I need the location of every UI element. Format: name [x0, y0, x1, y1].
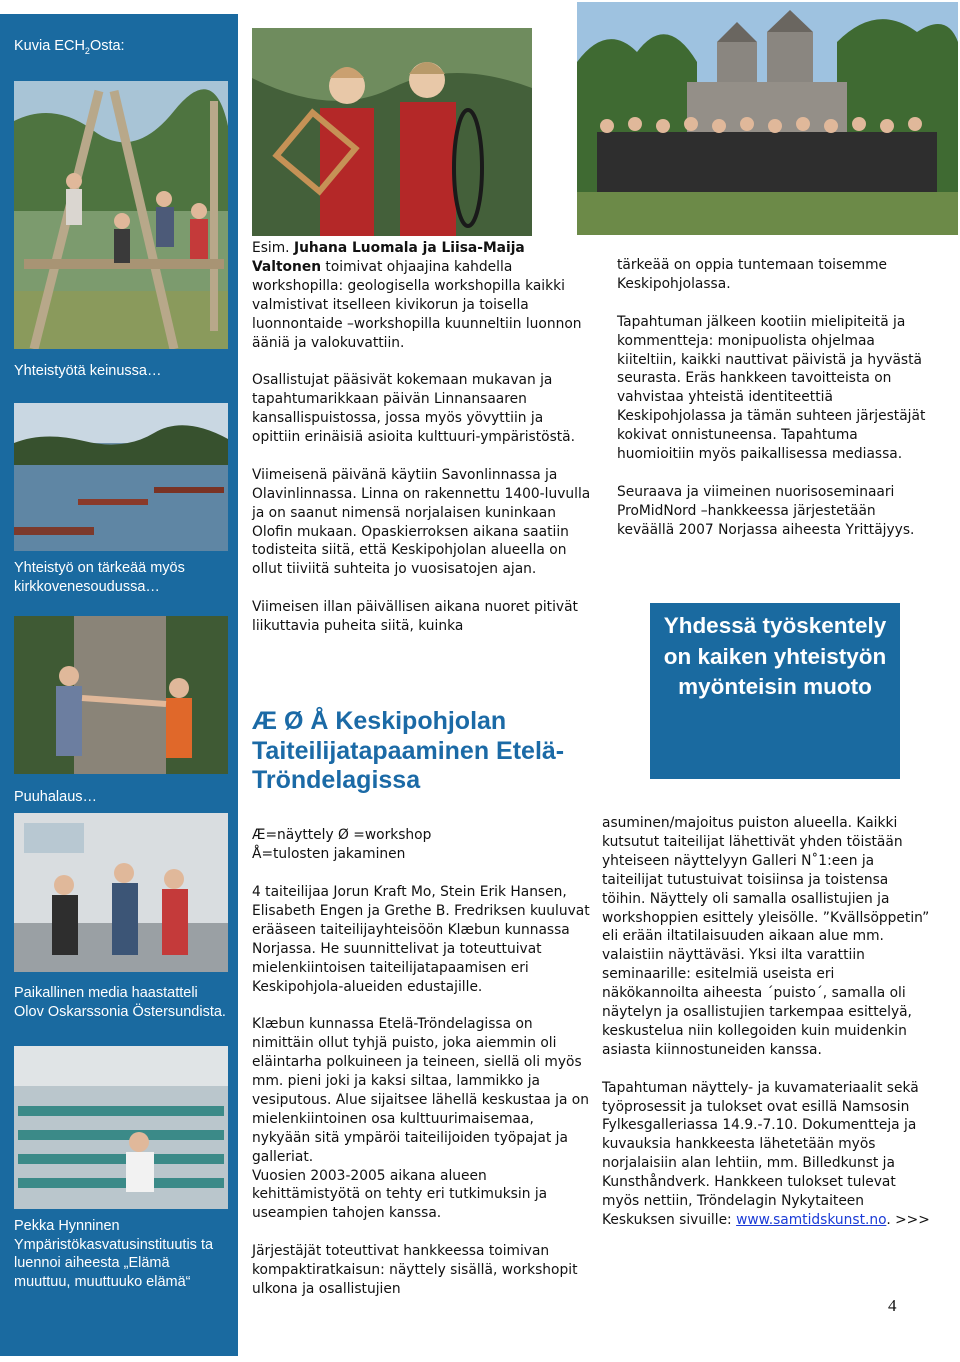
aeoa-legend-line: Å=tulosten jakaminen	[252, 846, 406, 862]
tree-hug-caption: Puuhalaus…	[14, 789, 98, 805]
media-caption: Paikallinen media haastatteli Olov Oskarssonia Östersundista.	[14, 985, 226, 1020]
castle-group-photo	[577, 2, 958, 235]
swing-caption: Yhteistyötä keinussa…	[14, 363, 162, 379]
aeoa-legend-line: Æ=näyttely Ø =workshop	[252, 827, 432, 843]
quote-callout: Yhdessä työskentely on kaiken yhteistyön myönteisin muoto	[650, 603, 900, 779]
speeches-paragraph: Viimeisen illan päivällisen aikana nuoret pitivät liikuttavia puheita siitä, kuinka	[252, 599, 578, 635]
workshop-paragraph: Esim. Juhana Luomala ja Liisa-Maija Valtonen toimivat ohjaajina kahdella workshopilla: geologisella workshopilla kaikki valmistivat itselleen kivikorun ja toisella luonnontaide –workshopilla kuunneltiin luonnon ääniä ja valokuvattiin.	[252, 240, 582, 351]
lecture-hall-photo	[14, 1046, 228, 1209]
rowing-boats-photo	[14, 403, 228, 551]
materials-paragraph: Tapahtuman näyttely- ja kuvamateriaalit sekä työprosessit ja tulokset ovat esillä Namsosin Fylkesgalleriassa 14.9.-7.10. Dokumentteja ja kuvauksia hankkeesta lähetetään myös norjalaisiin alan lehtiin, mm. Billedkunst ja Kunsthåndverk. Hankkeen tulokset tulevat myös nettiin, Tröndelagin Nykytaiteen Keskuksen sivuille: www.samtidskunst.no. >>>	[602, 1079, 930, 1229]
next-seminar-paragraph: Seuraava ja viimeinen nuorisoseminaari ProMidNord –hankkeessa järjestetään keväällä 2007 Norjassa aiheesta Yrittäjyys.	[617, 483, 915, 538]
artists-paragraph: 4 taiteilijaa Jorun Kraft Mo, Stein Erik Hansen, Elisabeth Engen ja Grethe B. Fredriksen kuuluvat erääseen taiteilijayhteisöön Klæbun kunnassa Norjassa. He suunnittelivat ja toteuttuivat mielenkiintoisen taiteilijatapaamisen eri Keskipohjola-alueiden edustajille.	[252, 884, 590, 995]
right-column-bottom	[602, 814, 932, 1230]
photo-sidebar	[0, 14, 238, 1356]
rowing-caption: Yhteistyö on tärkeää myös kirkkovenesoudussa…	[14, 560, 185, 595]
lecture-caption: Pekka Hynninen Ympäristökasvatusinstituutis ta luennoi aiheesta „Elämä muuttuu, muuttuuko elämä“	[14, 1218, 214, 1290]
exhibition-paragraph: asuminen/majoitus puiston alueella. Kaikki kutsutut taiteilijat lähettivät yhden töistään yhteiseen näyttelyyn Galleri N˚1:een ja taiteilijat tutustuivat toisiinsa ja toistensa töihin. Näyttely oli samalla osallistujien ja workshoppien esittely yleisölle. ”Kvällsöppetin” eli erään iltatilaisuuden aikaan alue mm. valaistiin näyttäväsi. Yksi ilta varattiin seminaarille: esitelmiä useista eri näkökannoilta aiheesta ´puisto´, samalla oli näytelyn ja osallistujien tarkempaa esittelyä, keskustelua niin kollegoiden kuin muidenkin asiasta kiinnostuneiden kanssa.	[602, 815, 930, 1058]
feedback-paragraph: Tapahtuman jälkeen kootiin mielipiteitä ja kommentteja: monipuolista ohjelmaa kiiteltiin, kaikki nauttivat päivistä ja hyvästä seurasta. Eräs hankkeen tavoitteista on vahvistaa yhteistä identiteettiä Keskipohjolassa ja tämän suhteen järjestäjät kokivat onnistuneensa. Tapahtuma huomioitiin myös paikallisessa mediassa.	[617, 313, 926, 463]
right-column-top	[617, 256, 937, 540]
organizers-paragraph: Järjestäjät toteuttivat hankkeessa toimivan kompaktiratkaisun: näyttely sisällä, workshopit ulkona ja osallistujien	[252, 1243, 578, 1297]
page-number: 4	[888, 1296, 897, 1315]
leaders-photo	[252, 28, 532, 236]
tree-hug-photo	[14, 616, 228, 774]
middle-column-bottom	[252, 883, 592, 1299]
savonlinna-paragraph: Viimeisenä päivänä käytiin Savonlinnassa ja Olavinlinnassa. Linna on rakennettu 1400-luvulla ja on saanut nimensä norjalaisen kuninkaan Olofin mukaan. Opaskierroksen aikana saatiin todisteita siitä, että Keskipohjolan alueella on ollut tiiviitä suhteita jo vuosisatojen ajan.	[252, 466, 591, 578]
aeoa-legend	[252, 826, 592, 864]
workshop-photo	[14, 813, 228, 972]
national-park-paragraph: Osallistujat pääsivät kokemaan mukavan ja tapahtumarikkaan päivän Linnansaaren kansallispuistossa, jossa myös yövyttiin ja opittiin erinäisiä asioita kulttuuri-ympäristöstä.	[252, 372, 576, 446]
development-paragraph: Vuosien 2003-2005 aikana alueen kehittämistyötä on tehty eri tutkimuksin ja useampien tahojen kanssa.	[252, 1167, 548, 1222]
middle-column-top	[252, 239, 592, 636]
sidebar-title: Kuvia $ECH_2Osta$:	[14, 38, 125, 56]
aeoa-heading: Æ Ø Å Keskipohjolan Taiteilijatapaaminen Etelä-Tröndelagissa	[252, 707, 565, 794]
samtidskunst-link[interactable]: www.samtidskunst.no	[736, 1212, 887, 1229]
swing-photo	[14, 81, 228, 349]
know-each-other-paragraph: tärkeää on oppia tuntemaan toisemme Keskipohjolassa.	[617, 257, 888, 292]
park-paragraph: Klæbun kunnassa Etelä-Tröndelagissa on nimittäin ollut tyhjä puisto, joka aiemmin oli eläintarha polkuineen ja teineen, siellä oli myös mm. pieni joki ja kaksi siltaa, lammikko ja vesiputous. Alue sijaitsee lähellä keskustaa ja on mielenkiintoinen osa kulttuurimaisemaa, nykyään sitä ympäröi taiteilijoiden työpajat ja galleriat.	[252, 1016, 589, 1165]
